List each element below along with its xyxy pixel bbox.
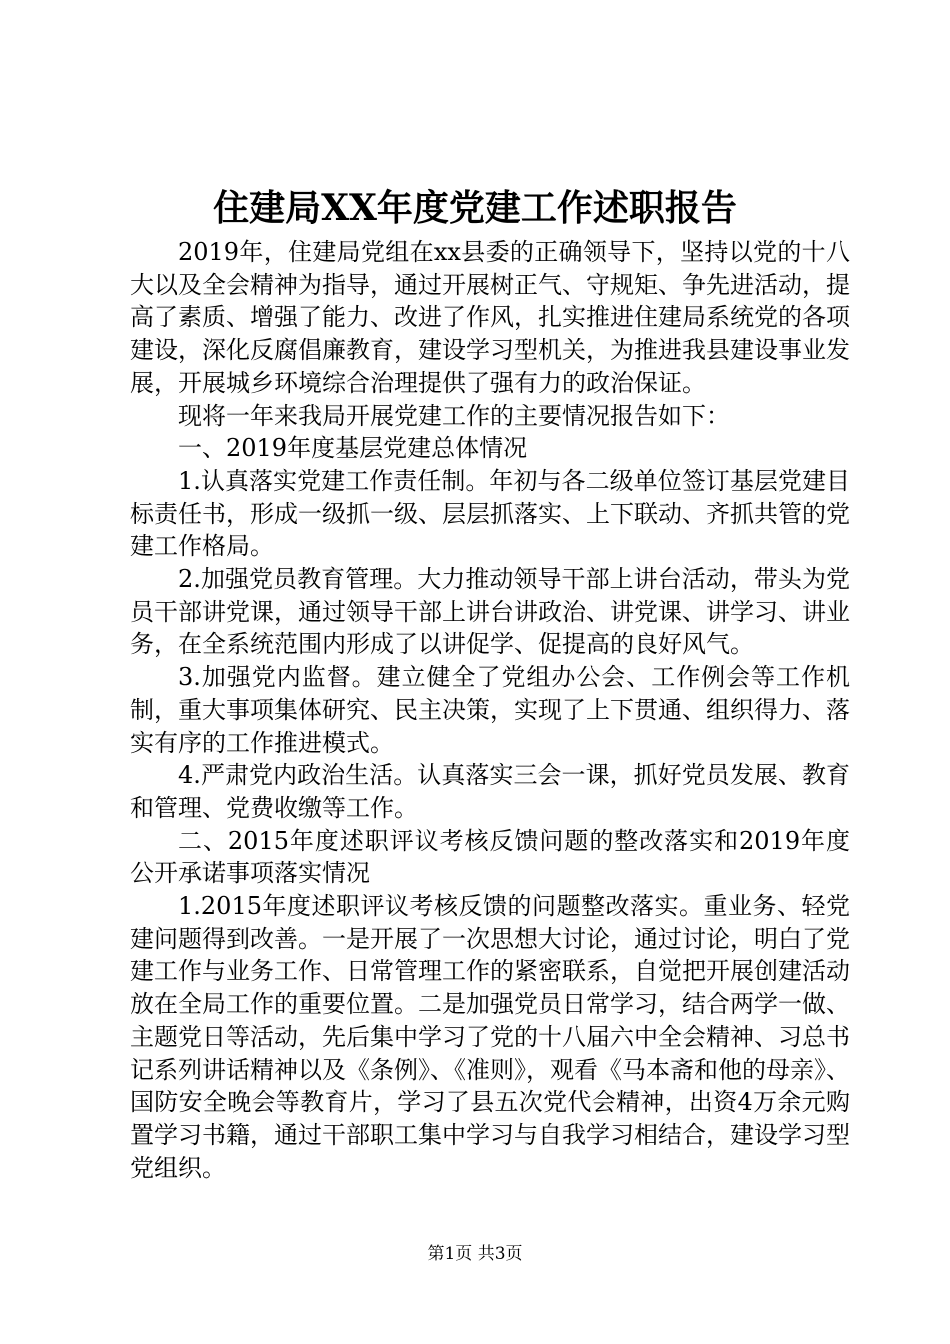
paragraph-item-1: 1.认真落实党建工作责任制。年初与各二级单位签订基层党建目标责任书，形成一级抓一级、层层抓落实、上下联动、齐抓共管的党建工作格局。 — [130, 466, 850, 561]
paragraph-intro: 2019年，住建局党组在xx县委的正确领导下，坚持以党的十八大以及全会精神为指导，通过开展树正气、守规矩、争先进活动，提高了素质、增强了能力、改进了作风，扎实推进住建局系统党的各项建设，深化反腐倡廉教育，建设学习型机关，为推进我县建设事业发展，开展城乡环境综合治理提供了强有力的政治保证。 — [130, 238, 850, 397]
paragraph-section2-item-1: 1.2015年度述职评议考核反馈的问题整改落实。重业务、轻党建问题得到改善。一是开展了一次思想大讨论，通过讨论，明白了党建工作与业务工作、日常管理工作的紧密联系，自觉把开展创建活动放在全局工作的重要位置。二是加强党员日常学习，结合两学一做、主题党日等活动，先后集中学习了党的十八届六中全会精神、习总书记系列讲话精神以及《条例》、《准则》，观看《马本斋和他的母亲》、国防安全晚会等教育片，学习了县五次党代会精神，出资4万余元购置学习书籍，通过干部职工集中学习与自我学习相结合，建设学习型党组织。 — [130, 892, 850, 1182]
page-number-footer: 第1页 共3页 — [427, 1244, 523, 1264]
section-heading-2: 二、2015年度述职评议考核反馈问题的整改落实和2019年度公开承诺事项落实情况 — [130, 826, 850, 888]
paragraph-item-4: 4.严肃党内政治生活。认真落实三会一课，抓好党员发展、教育和管理、党费收缴等工作。 — [130, 761, 850, 822]
document-body — [130, 236, 850, 1184]
section-heading-1: 一、2019年度基层党建总体情况 — [178, 434, 528, 463]
paragraph-item-3: 3.加强党内监督。建立健全了党组办公会、工作例会等工作机制，重大事项集体研究、民主决策，实现了上下贯通、组织得力、落实有序的工作推进模式。 — [130, 663, 850, 757]
document-title: 住建局XX年度党建工作述职报告 — [213, 187, 737, 229]
paragraph-summary-lead: 现将一年来我局开展党建工作的主要情况报告如下： — [178, 401, 730, 430]
paragraph-item-2: 2.加强党员教育管理。大力推动领导干部上讲台活动，带头为党员干部讲党课，通过领导干部上讲台讲政治、讲党课、讲学习、讲业务，在全系统范围内形成了以讲促学、促提高的良好风气。 — [130, 565, 850, 659]
